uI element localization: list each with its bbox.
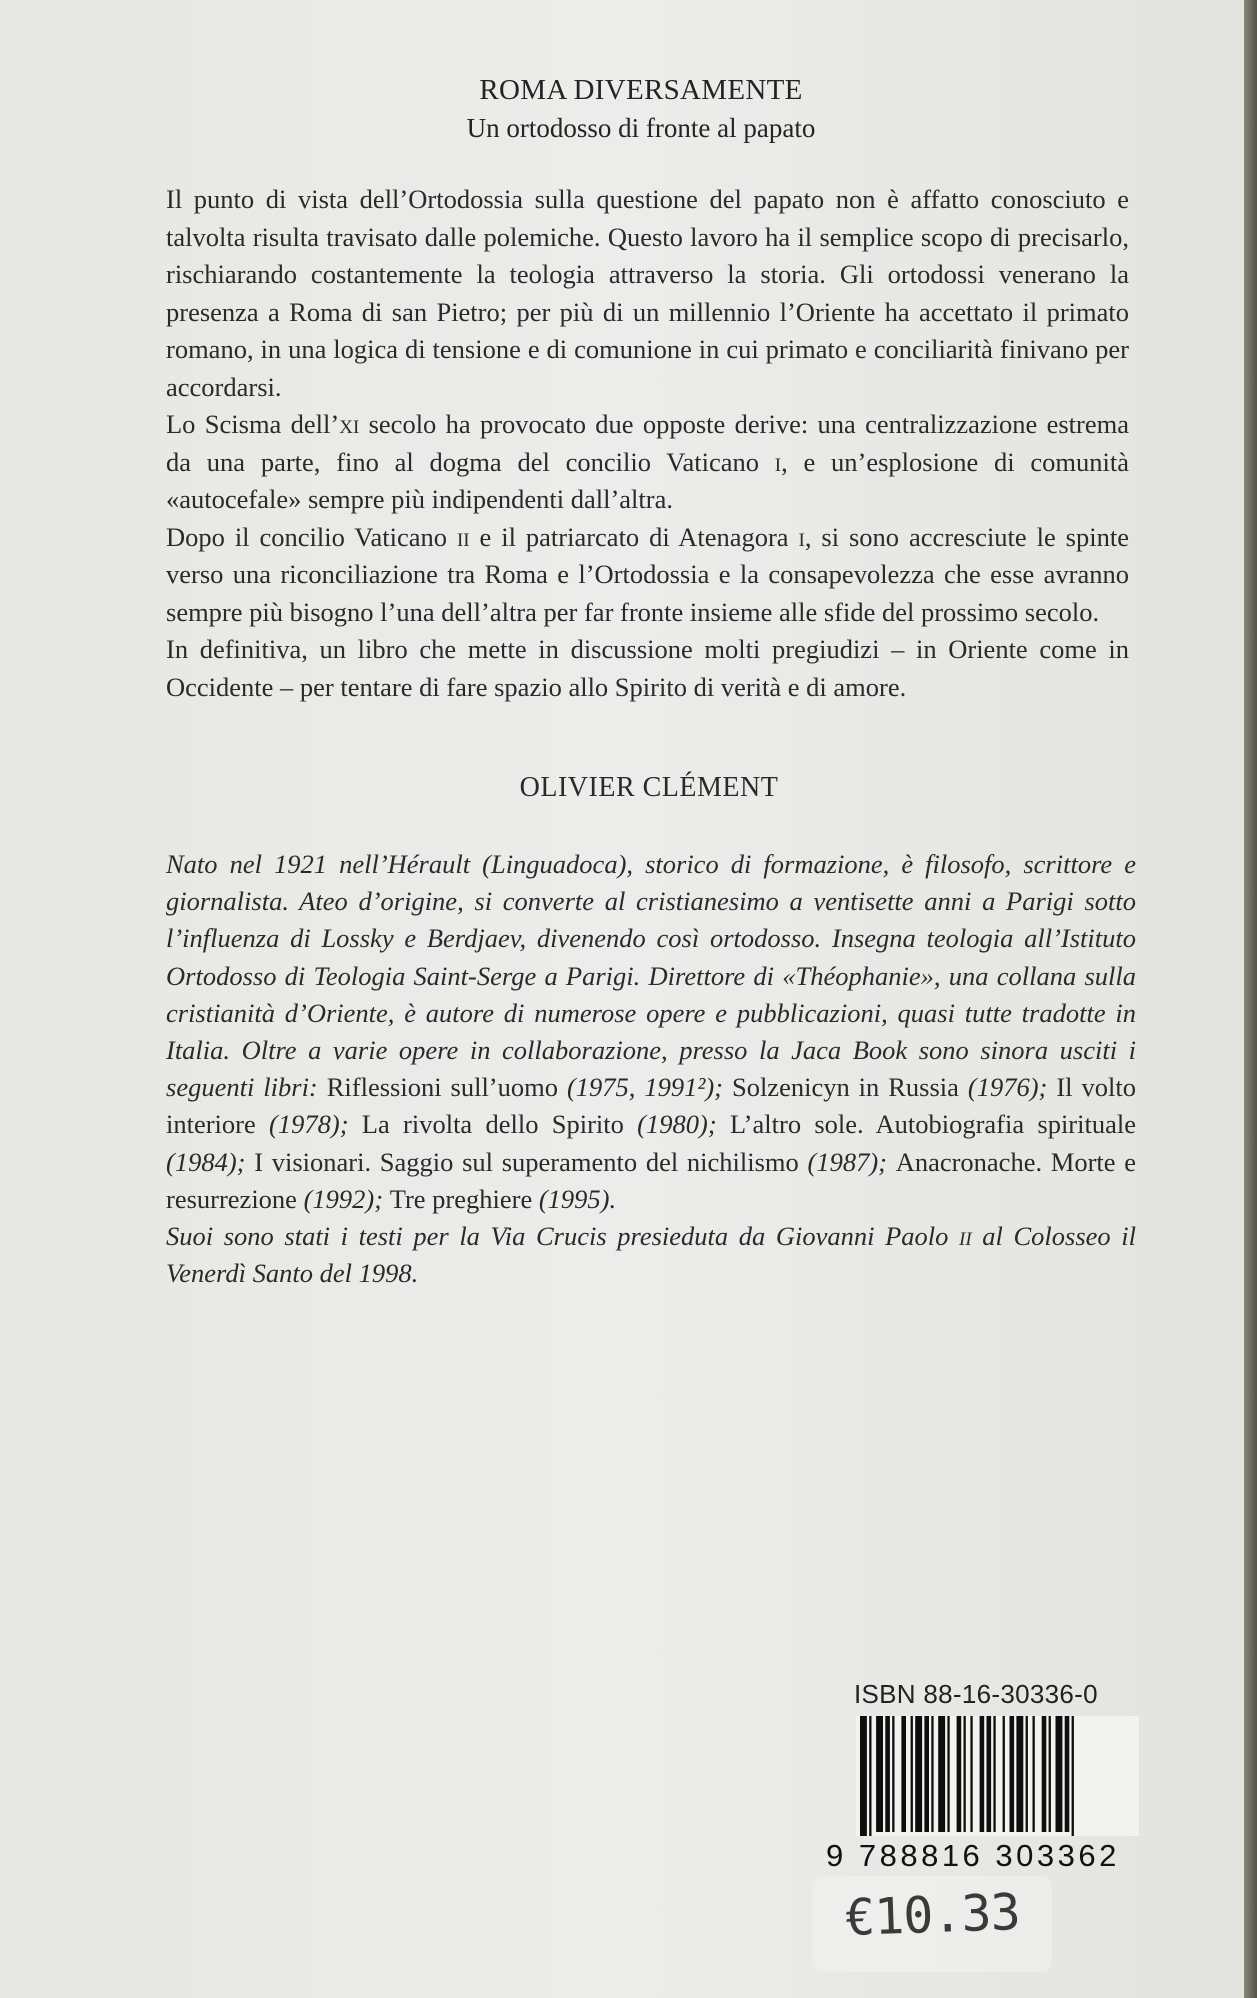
barcode-bars — [856, 1716, 1139, 1836]
isbn-label: ISBN 88-16-30336-0 — [854, 1679, 1098, 1709]
page-edge — [1244, 0, 1257, 1998]
bio-paragraph: Nato nel 1921 nell’Hérault (Linguadoca), storico di formazione, è filosofo, scrittore e giornalista. Ateo d’origine, si converte al cristianesimo a ventisette anni a Parigi sotto l’influenza di Lossky e Berdjaev, divenendo così ortodosso. Insegna teologia all’Istituto Ortodosso di Teologia Saint-Serge a Parigi. Direttore di «Théophanie», una collana sulla cristianità d’Oriente, è autore di numerose opere e pubblicazioni, quasi tutte tradotte in Italia. Oltre a varie opere in collaborazione, presso la Jaca Book sono sinora usciti i seguenti libri: Riflessioni sull’uomo (1975, 1991²); Solzenicyn in Russia (1976); Il volto interiore (1978); La rivolta dello Spirito (1980); L’altro sole. Autobiografia spirituale (1984); I visionari. Saggio sul superamento del nichilismo (1987); Anacronache. Morte e resurrezione (1992); Tre preghiere (1995). — [166, 849, 1137, 1214]
bio-closing: Suoi sono stati i testi per la Via Crucis presieduta da Giovanni Paolo ii al Colosseo il Venerdì Santo del 1998. — [166, 1221, 1136, 1289]
book-list-item: Tre preghiere (1995). — [389, 1183, 617, 1214]
book-title: ROMA DIVERSAMENTE — [479, 74, 803, 106]
book-blurb — [166, 181, 1129, 706]
book-list-item: Anacronache. Morte e resurrezione (1992); — [166, 1146, 1137, 1214]
book-subtitle: Un ortodosso di fronte al papato — [466, 113, 816, 143]
book-list-item: La rivolta dello Spirito (1980); — [361, 1109, 730, 1140]
book-list-item: I visionari. Saggio sul superamento del nichilismo (1987); — [254, 1146, 896, 1177]
author-biography — [166, 846, 1136, 1292]
blurb-paragraph-2: Lo Scisma dell’xi secolo ha provocato due opposte derive: una centralizzazione estrema da una parte, fino al dogma del concilio Vaticano i, e un’esplosione di comunità «autocefale» sempre più indipendenti dall’altra. — [166, 409, 1130, 514]
barcode — [856, 1716, 1139, 1836]
price-label: €10.33 — [844, 1882, 1021, 1948]
book-list-item: L’altro sole. Autobiografia spirituale (1984); — [166, 1109, 1136, 1177]
book-list-item: Il volto interiore (1978); — [166, 1072, 1136, 1140]
book-list-item: Solzenicyn in Russia (1976); — [731, 1072, 1057, 1103]
author-name: OLIVIER CLÉMENT — [519, 772, 779, 803]
blurb-paragraph-4: In definitiva, un libro che mette in discussione molti pregiudizi – in Oriente come in Occidente – per tentare di fare spazio allo Spirito di verità e di amore. — [166, 634, 1129, 702]
blurb-paragraph-3: Dopo il concilio Vaticano ii e il patriarcato di Atenagora i, si sono accresciute le spinte verso una riconciliazione tra Roma e l’Ortodossia e la consapevolezza che esse avranno sempre più bisogno l’una dell’altra per far fronte insieme alle sfide del prossimo secolo. — [166, 521, 1129, 627]
blurb-paragraph-1: Il punto di vista dell’Ortodossia sulla questione del papato non è affatto conosciuto e talvolta risulta travisato dalle polemiche. Questo lavoro ha il semplice scopo di precisarlo, rischiarando costantemente la teologia attraverso la storia. Gli ortodossi venerano la presenza a Roma di san Pietro; per più di un millennio l’Oriente ha accettato il primato romano, in una logica di tensione e di comunione in cui primato e conciliarità finivano per accordarsi. — [166, 184, 1129, 402]
book-list-item: Riflessioni sull’uomo (1975, 1991²); — [326, 1072, 732, 1103]
barcode-digits: 9 788816 303362 — [826, 1838, 1120, 1873]
